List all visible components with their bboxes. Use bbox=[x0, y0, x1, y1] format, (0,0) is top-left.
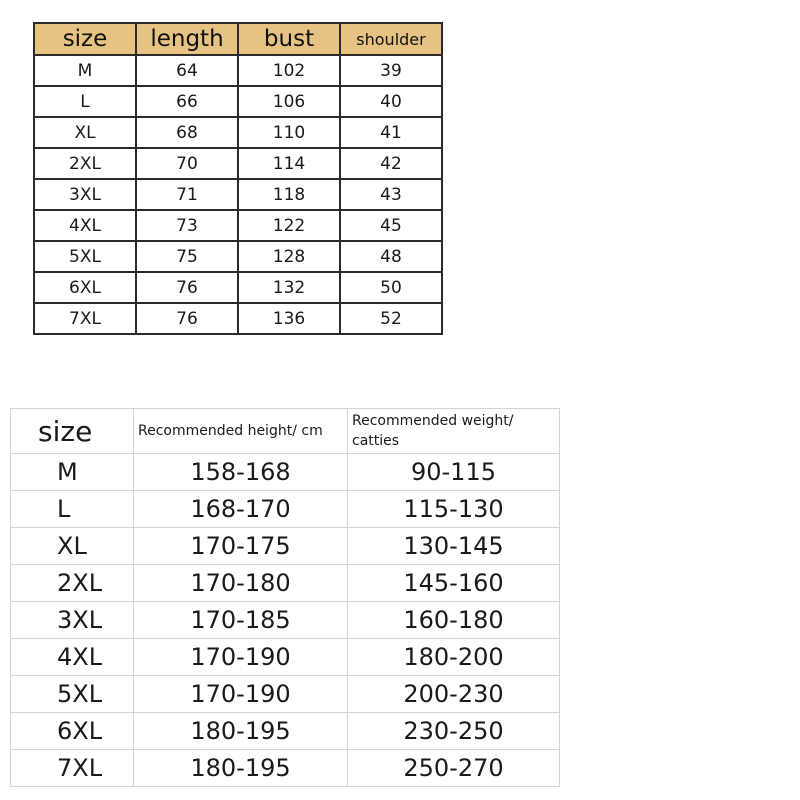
recommendation-table bbox=[10, 408, 560, 787]
table-row bbox=[11, 528, 560, 565]
size-cell: M bbox=[11, 454, 134, 491]
size-cell: 4XL bbox=[34, 210, 136, 241]
bust-cell: 110 bbox=[238, 117, 340, 148]
bust-cell: 122 bbox=[238, 210, 340, 241]
table-row bbox=[11, 639, 560, 676]
height-cell: 170-185 bbox=[134, 602, 348, 639]
header-length: length bbox=[136, 23, 238, 55]
length-cell: 70 bbox=[136, 148, 238, 179]
length-cell: 76 bbox=[136, 272, 238, 303]
size-cell: 6XL bbox=[34, 272, 136, 303]
bust-cell: 136 bbox=[238, 303, 340, 334]
size-cell: XL bbox=[11, 528, 134, 565]
weight-cell: 145-160 bbox=[348, 565, 560, 602]
bust-cell: 106 bbox=[238, 86, 340, 117]
header-size: size bbox=[34, 23, 136, 55]
bust-cell: 128 bbox=[238, 241, 340, 272]
weight-cell: 160-180 bbox=[348, 602, 560, 639]
length-cell: 71 bbox=[136, 179, 238, 210]
length-cell: 75 bbox=[136, 241, 238, 272]
table-row bbox=[34, 241, 442, 272]
table-row bbox=[34, 303, 442, 334]
table-row bbox=[34, 117, 442, 148]
size-cell: 7XL bbox=[34, 303, 136, 334]
size-cell: L bbox=[34, 86, 136, 117]
table-row bbox=[11, 713, 560, 750]
height-cell: 170-180 bbox=[134, 565, 348, 602]
length-cell: 66 bbox=[136, 86, 238, 117]
table-row bbox=[11, 602, 560, 639]
bust-cell: 102 bbox=[238, 55, 340, 86]
table-row bbox=[11, 491, 560, 528]
weight-cell: 250-270 bbox=[348, 750, 560, 787]
weight-cell: 115-130 bbox=[348, 491, 560, 528]
header-bust: bust bbox=[238, 23, 340, 55]
rec-header-size: size bbox=[11, 409, 134, 454]
height-cell: 170-175 bbox=[134, 528, 348, 565]
shoulder-cell: 45 bbox=[340, 210, 442, 241]
shoulder-cell: 50 bbox=[340, 272, 442, 303]
shoulder-cell: 42 bbox=[340, 148, 442, 179]
size-cell: L bbox=[11, 491, 134, 528]
recommendation-body bbox=[11, 454, 560, 787]
size-cell: 5XL bbox=[34, 241, 136, 272]
table-row bbox=[34, 148, 442, 179]
size-cell: 2XL bbox=[34, 148, 136, 179]
size-cell: 3XL bbox=[34, 179, 136, 210]
size-cell: 4XL bbox=[11, 639, 134, 676]
rec-header-weight: Recommended weight/ catties bbox=[348, 409, 560, 454]
length-cell: 76 bbox=[136, 303, 238, 334]
size-cell: 3XL bbox=[11, 602, 134, 639]
table-row bbox=[34, 86, 442, 117]
bust-cell: 118 bbox=[238, 179, 340, 210]
shoulder-cell: 52 bbox=[340, 303, 442, 334]
recommendation-header-row bbox=[11, 409, 560, 454]
weight-cell: 230-250 bbox=[348, 713, 560, 750]
height-cell: 168-170 bbox=[134, 491, 348, 528]
size-cell: 6XL bbox=[11, 713, 134, 750]
shoulder-cell: 39 bbox=[340, 55, 442, 86]
size-chart-body bbox=[34, 55, 442, 334]
size-cell: 2XL bbox=[11, 565, 134, 602]
length-cell: 64 bbox=[136, 55, 238, 86]
table-row bbox=[11, 750, 560, 787]
shoulder-cell: 40 bbox=[340, 86, 442, 117]
shoulder-cell: 48 bbox=[340, 241, 442, 272]
height-cell: 180-195 bbox=[134, 713, 348, 750]
height-cell: 170-190 bbox=[134, 676, 348, 713]
size-chart-table bbox=[33, 22, 443, 335]
bust-cell: 114 bbox=[238, 148, 340, 179]
table-row bbox=[11, 454, 560, 491]
table-row bbox=[11, 676, 560, 713]
weight-cell: 200-230 bbox=[348, 676, 560, 713]
size-cell: M bbox=[34, 55, 136, 86]
table-row bbox=[34, 55, 442, 86]
size-cell: 5XL bbox=[11, 676, 134, 713]
table-row bbox=[34, 210, 442, 241]
bust-cell: 132 bbox=[238, 272, 340, 303]
table-row bbox=[11, 565, 560, 602]
size-chart-header-row bbox=[34, 23, 442, 55]
height-cell: 170-190 bbox=[134, 639, 348, 676]
size-cell: 7XL bbox=[11, 750, 134, 787]
rec-header-height: Recommended height/ cm bbox=[134, 409, 348, 454]
height-cell: 158-168 bbox=[134, 454, 348, 491]
height-cell: 180-195 bbox=[134, 750, 348, 787]
weight-cell: 90-115 bbox=[348, 454, 560, 491]
shoulder-cell: 43 bbox=[340, 179, 442, 210]
length-cell: 68 bbox=[136, 117, 238, 148]
header-shoulder: shoulder bbox=[340, 23, 442, 55]
table-row bbox=[34, 179, 442, 210]
size-cell: XL bbox=[34, 117, 136, 148]
length-cell: 73 bbox=[136, 210, 238, 241]
table-row bbox=[34, 272, 442, 303]
weight-cell: 130-145 bbox=[348, 528, 560, 565]
weight-cell: 180-200 bbox=[348, 639, 560, 676]
shoulder-cell: 41 bbox=[340, 117, 442, 148]
